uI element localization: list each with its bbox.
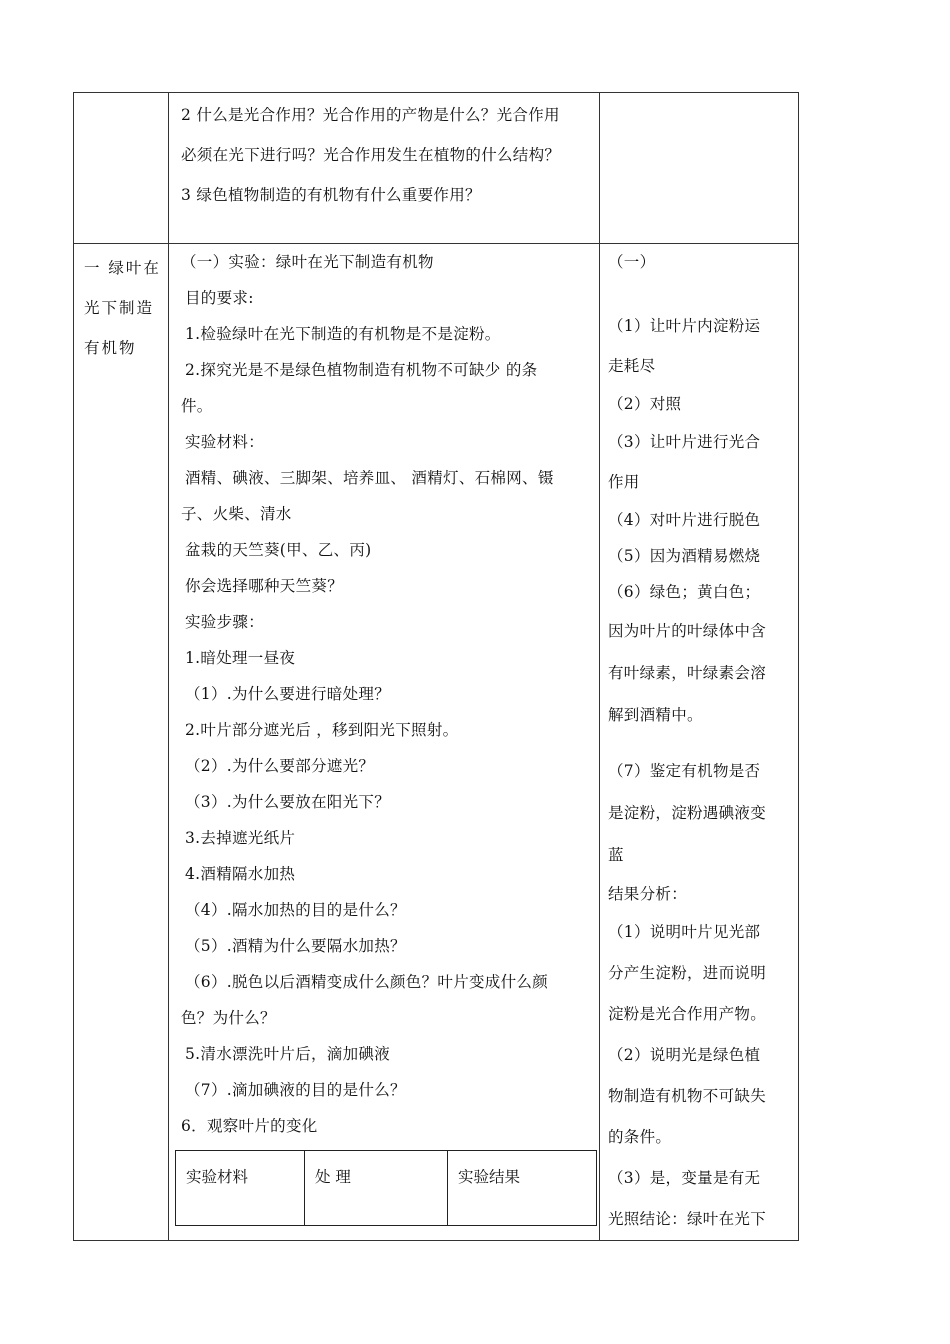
text-line: （4）对叶片进行脱色 [608, 511, 761, 529]
table-header-cell: 处 理 [305, 1151, 448, 1226]
table-row [74, 93, 799, 244]
empty-cell [74, 93, 169, 244]
text-line: 是淀粉，淀粉遇碘液变 [608, 804, 767, 822]
text-line: 1.检验绿叶在光下制造的有机物是不是淀粉。 [185, 325, 501, 343]
text-line: 2 什么是光合作用？光合作用的产物是什么？光合作用 [181, 106, 560, 124]
text-line: （1）说明叶片见光部 [608, 923, 761, 941]
table-header-cell: 实验材料 [176, 1151, 305, 1226]
answers-cell [600, 244, 799, 1241]
text-line: （1）让叶片内淀粉运 [608, 317, 761, 335]
text-line: 色？为什么？ [181, 1009, 276, 1027]
text-line: 你会选择哪种天竺葵？ [185, 577, 344, 595]
text-line: 盆栽的天竺葵(甲、乙、丙) [185, 541, 372, 559]
text-line: 有叶绿素，叶绿素会溶 [608, 664, 767, 682]
text-line: 实验材料： [185, 433, 265, 451]
text-line: （3）是，变量是有无 [608, 1169, 761, 1187]
text-line: （7）鉴定有机物是否 [608, 762, 761, 780]
table-row [176, 1151, 597, 1226]
text-line: （5）因为酒精易燃烧 [608, 547, 761, 565]
text-line: 结果分析： [608, 885, 688, 903]
text-line: （2）对照 [608, 395, 682, 413]
topic-cell [74, 244, 169, 1241]
experiment-cell [169, 244, 600, 1241]
topic-line: 一 绿叶在 [84, 259, 161, 277]
text-line: 解到酒精中。 [608, 706, 703, 724]
text-line: 淀粉是光合作用产物。 [608, 1005, 767, 1023]
text-line: 1.暗处理一昼夜 [185, 649, 296, 667]
text-line: （7）.滴加碘液的目的是什么？ [185, 1081, 406, 1099]
table-row [74, 244, 799, 1241]
lesson-table [73, 92, 799, 1241]
text-line: （4）.隔水加热的目的是什么？ [185, 901, 406, 919]
text-line: （一） [608, 253, 656, 271]
text-line: 光照结论：绿叶在光下 [608, 1210, 767, 1228]
text-line: 分产生淀粉，进而说明 [608, 964, 767, 982]
text-line: 件。 [181, 397, 213, 415]
topic-line: 光下制造 [84, 299, 155, 317]
text-line: 蓝 [608, 846, 624, 864]
text-line: 物制造有机物不可缺失 [608, 1087, 767, 1105]
text-line: 目的要求: [185, 289, 254, 307]
text-line: 3 绿色植物制造的有机物有什么重要作用？ [181, 186, 481, 204]
text-line: 2.探究光是不是绿色植物制造有机物不可缺少 的条 [185, 361, 538, 379]
text-line: 子、火柴、清水 [181, 505, 292, 523]
text-line: 的条件。 [608, 1128, 672, 1146]
text-line: （6）绿色；黄白色； [608, 583, 761, 601]
text-line: （5）.酒精为什么要隔水加热？ [185, 937, 406, 955]
text-line: 作用 [608, 473, 640, 491]
text-line: 因为叶片的叶绿体中含 [608, 622, 767, 640]
table-header-cell: 实验结果 [448, 1151, 597, 1226]
results-table [175, 1150, 597, 1226]
text-line: 酒精、碘液、三脚架、培养皿、 酒精灯、石棉网、镊 [185, 469, 554, 487]
text-line: 5.清水漂洗叶片后，滴加碘液 [185, 1045, 390, 1063]
text-line: （2）.为什么要部分遮光？ [185, 757, 375, 775]
empty-cell [600, 93, 799, 244]
text-line: （6）.脱色以后酒精变成什么颜色？叶片变成什么颜 [185, 973, 548, 991]
text-line: 4.酒精隔水加热 [185, 865, 296, 883]
text-line: （1）.为什么要进行暗处理？ [185, 685, 390, 703]
text-line: 2.叶片部分遮光后 ，移到阳光下照射。 [185, 721, 459, 739]
text-line: 实验步骤： [185, 613, 265, 631]
text-line: （2）说明光是绿色植 [608, 1046, 761, 1064]
text-line: 必须在光下进行吗？光合作用发生在植物的什么结构？ [181, 146, 561, 164]
questions-cell [169, 93, 600, 244]
text-line: 3.去掉遮光纸片 [185, 829, 296, 847]
text-line: 6．观察叶片的变化 [181, 1117, 318, 1135]
topic-line: 有机物 [84, 339, 137, 357]
text-line: （3）让叶片进行光合 [608, 433, 761, 451]
text-line: （一）实验：绿叶在光下制造有机物 [181, 253, 434, 271]
text-line: 走耗尽 [608, 357, 656, 375]
text-line: （3）.为什么要放在阳光下？ [185, 793, 390, 811]
